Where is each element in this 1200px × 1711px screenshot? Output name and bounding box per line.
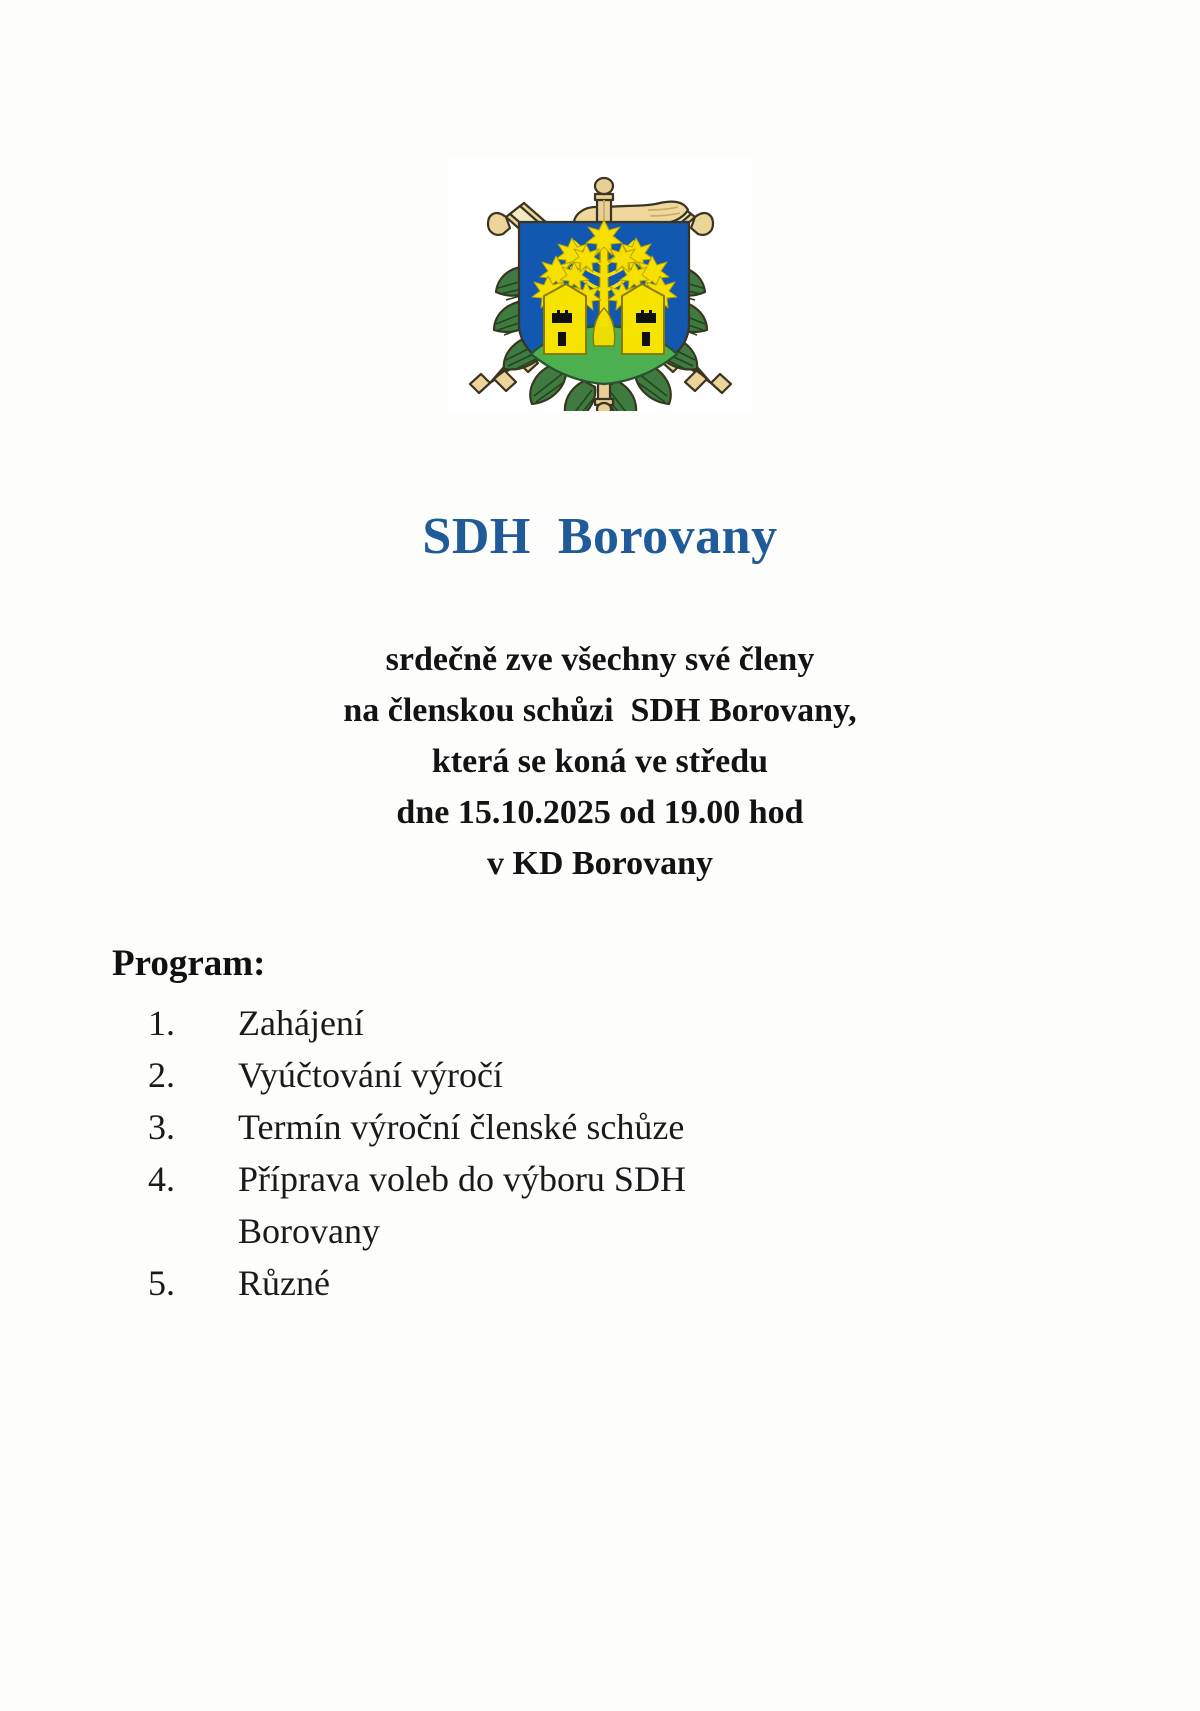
- list-item-text: Vyúčtování výročí: [238, 1055, 503, 1095]
- list-item: [112, 1049, 972, 1101]
- list-item-text: Termín výroční členské schůze: [238, 1107, 685, 1147]
- list-item-number: 3.: [148, 1107, 175, 1147]
- list-item: [112, 1153, 972, 1257]
- emblem-container: [0, 158, 1200, 411]
- program-list: [112, 997, 972, 1309]
- list-item-number: 1.: [148, 1003, 175, 1043]
- invitation-text: [0, 634, 1200, 889]
- list-item-number: 4.: [148, 1159, 175, 1199]
- program-heading: Program:: [112, 943, 266, 984]
- list-item-text-line1: Příprava voleb do výboru SDH: [238, 1159, 686, 1199]
- list-item-number: 2.: [148, 1055, 175, 1095]
- list-item-text: [238, 1153, 972, 1257]
- invitation-line-5: v KD Borovany: [486, 845, 714, 882]
- list-item: [112, 1101, 972, 1153]
- coat-of-arms-icon: [448, 158, 753, 411]
- invitation-line-2: na členskou schůzi SDH Borovany,: [343, 692, 857, 729]
- list-item: [112, 997, 972, 1049]
- list-item-number: 5.: [148, 1263, 175, 1303]
- page-title: SDH Borovany: [422, 508, 778, 565]
- invitation-line-3: která se koná ve středu: [431, 743, 769, 780]
- list-item-text: Různé: [238, 1263, 330, 1303]
- invitation-line-1: srdečně zve všechny své členy: [385, 641, 815, 678]
- list-item: [112, 1257, 972, 1309]
- list-item-text: Zahájení: [238, 1003, 364, 1043]
- invitation-line-4: dne 15.10.2025 od 19.00 hod: [396, 794, 804, 831]
- list-item-text-line2: Borovany: [238, 1211, 380, 1251]
